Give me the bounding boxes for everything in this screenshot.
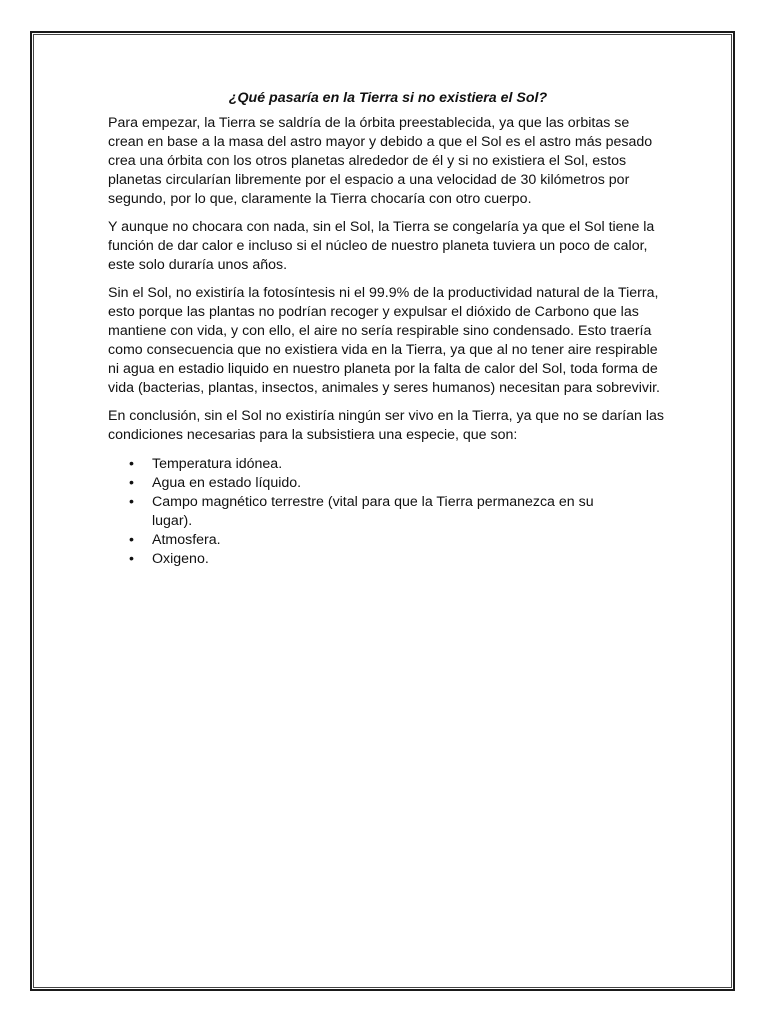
paragraph-photosynthesis: Sin el Sol, no existiría la fotosíntesis ni el 99.9% de la productividad natural de la Tierra, esto porque las plantas no podrían recoger y expulsar el dióxido de Carbono que las mantiene con vida, y con ello, el aire no sería respirable sino condensado. Esto traería como consecuencia que no existiera vida en la Tierra, ya que al no tener aire respirable ni agua en estadio liquido en nuestro planeta por la falta de calor del Sol, toda forma de vida (bacterias, plantas, insectos, animales y seres humanos) necesitan para sobrevivir. bbox=[108, 285, 661, 396]
bullet-icon: • bbox=[129, 456, 134, 472]
list-item bbox=[108, 550, 632, 569]
list-item bbox=[108, 455, 632, 474]
paragraph-freezing: Y aunque no chocara con nada, sin el Sol, la Tierra se congelaría ya que el Sol tiene la función de dar calor e incluso si el núcleo de nuestro planeta tuviera un poco de calor, este solo duraría unos años. bbox=[108, 219, 655, 273]
paragraph-conclusion: En conclusión, sin el Sol no existiría ningún ser vivo en la Tierra, ya que no se darían las condiciones necesarias para la subsistiera una especie, que son: bbox=[108, 408, 664, 443]
list-item-text: Atmosfera. bbox=[152, 532, 221, 548]
list-item-text: Oxigeno. bbox=[152, 551, 209, 567]
bullet-icon: • bbox=[129, 494, 134, 510]
paragraph-orbit: Para empezar, la Tierra se saldría de la órbita preestablecida, ya que las orbitas se crean en base a la masa del astro mayor y debido a que el Sol es el astro más pesado crea una órbita con los otros planetas alrededor de él y si no existiera el Sol, estos planetas circularían libremente por el espacio a una velocidad de 30 kilómetros por segundo, por lo que, claramente la Tierra chocaría con otro cuerpo. bbox=[108, 115, 653, 207]
document-body bbox=[108, 89, 668, 569]
bullet-icon: • bbox=[129, 551, 134, 567]
document-title: ¿Qué pasaría en la Tierra si no existiera el Sol? bbox=[228, 90, 548, 106]
list-item-text: Temperatura idónea. bbox=[152, 456, 283, 472]
list-item bbox=[108, 474, 632, 493]
list-item-text: Agua en estado líquido. bbox=[152, 475, 302, 491]
conditions-list bbox=[108, 455, 668, 569]
list-item bbox=[108, 493, 632, 531]
list-item bbox=[108, 531, 632, 550]
list-item-text: Campo magnético terrestre (vital para que la Tierra permanezca en su lugar). bbox=[152, 494, 594, 529]
bullet-icon: • bbox=[129, 532, 134, 548]
bullet-icon: • bbox=[129, 475, 134, 491]
